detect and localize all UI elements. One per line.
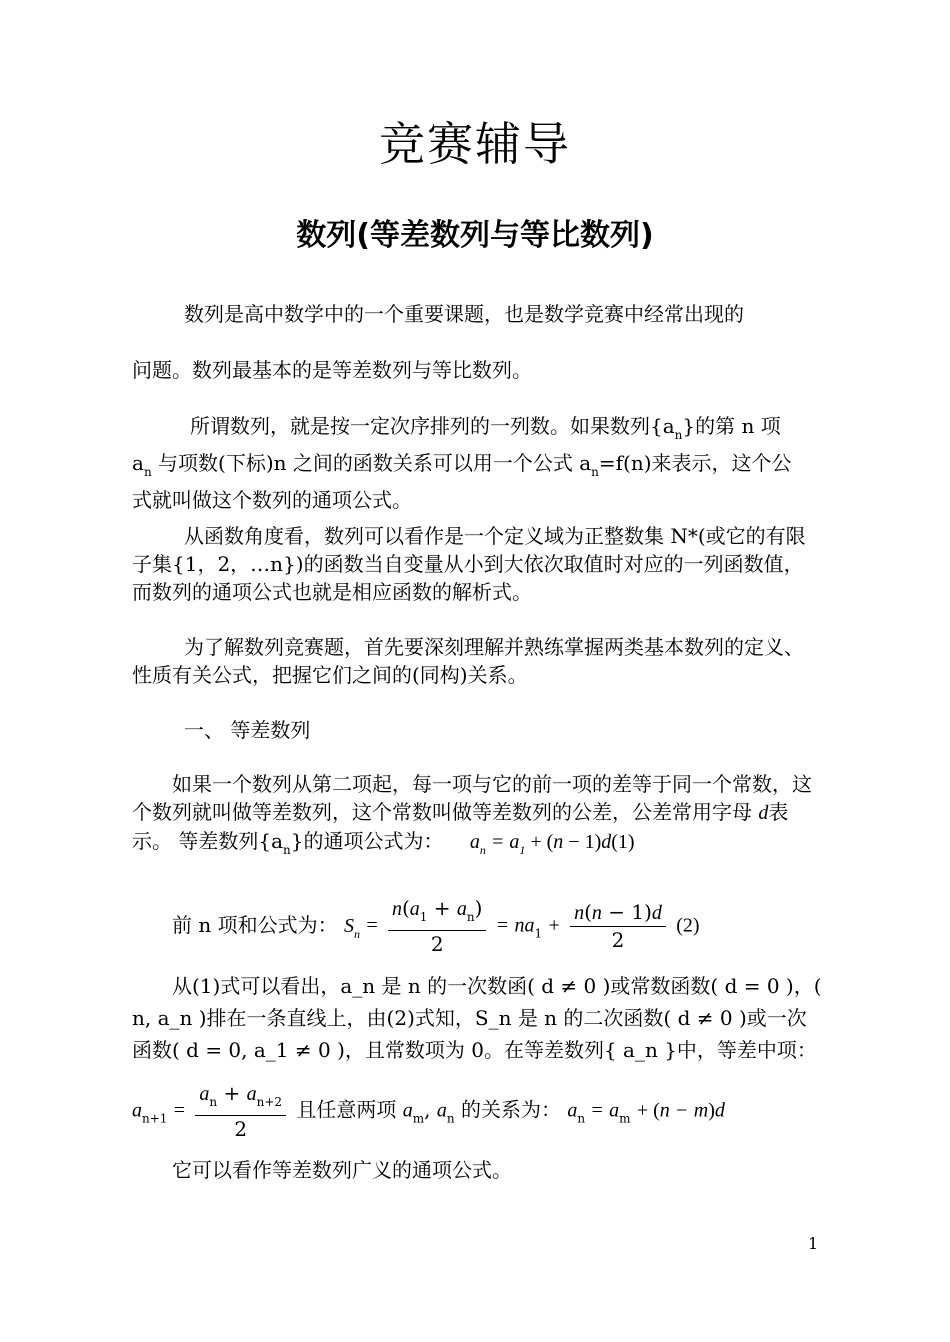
page-subtitle: 数列(等差数列与等比数列) (296, 218, 654, 253)
page-title: 竞赛辅导 (379, 117, 571, 171)
paragraph-definition: 所谓数列，就是按一定次序排列的一列数。如果数列$\{a_n\}$的第 n 项 $a_n$ 与项数(下标)n 之间的函数关系可以用一个公式 $a_n=f(n)$来表示，这个公 式就叫做这个数列的通项公式。 (132, 414, 792, 512)
section-heading-arithmetic: 一、 等差数列 (184, 718, 311, 742)
paragraph-intro-line1: 数列是高中数学中的一个重要课题，也是数学竞赛中经常出现的 (184, 302, 744, 326)
sum-fraction-1: $\frac{n(a_1 + a_n)}{2}$ (388, 895, 486, 957)
paragraph-arithmetic-definition: 如果一个数列从第二项起，每一项与它的前一项的差等于同一个常数，这个数列就叫做等差数列，这个常数叫做等差数列的公差，公差常用字母 d表示。 等差数列$\{a_n\}$的通项公式为： $a_n = a_1 + (n - 1)d(1)$ (132, 772, 812, 857)
paragraph-intro-line2: 问题。数列最基本的是等差数列与等比数列。 (132, 358, 532, 382)
sum-formula-row: 前 n 项和公式为： $S_n$ = $\frac{n(a_1 + a_n)}{2}$ = $na_1$ + $\frac{n(n - 1)d}{2}$ (2) (172, 896, 700, 956)
page-number: 1 (808, 1234, 819, 1253)
paragraph-competition: 为了解数列竞赛题，首先要深刻理解并熟练掌握两类基本数列的定义、性质有关公式，把握它们之间的(同构)关系。 (132, 635, 804, 687)
paragraph-general-formula: 它可以看作等差数列广义的通项公式。 (172, 1158, 512, 1182)
sum-fraction-2: $\frac{n(n - 1)d}{2}$ (570, 899, 666, 953)
middle-term-row: $a_{n+1}$ = $\frac{a_n + a_{n+2}}{2}$ 且任意两项 $a_m$, $a_n$ 的关系为： $a_n = a_m + (n - m)d$ (132, 1081, 725, 1141)
paragraph-function-view: 从函数角度看，数列可以看作是一个定义域为正整数集 N*(或它的有限子集{1，2，…n})的函数当自变量从小到大依次取值时对应的一列函数值，而数列的通项公式也就是相应函数的解析式。 (132, 524, 806, 604)
middle-term-fraction: $\frac{a_n + a_{n+2}}{2}$ (195, 1080, 286, 1142)
paragraph-analysis: 从(1)式可以看出，a_n 是 n 的一次数函( d ≠ 0 )或常数函数( d = 0 )，( n, a_n )排在一条直线上，由(2)式知，S_n 是 n 的二次函数( d ≠ 0 )或一次函数( d = 0, a_1 ≠ 0 )，且常数项为 0。在等差数列{ a_n }中，等差中项： (132, 974, 822, 1062)
